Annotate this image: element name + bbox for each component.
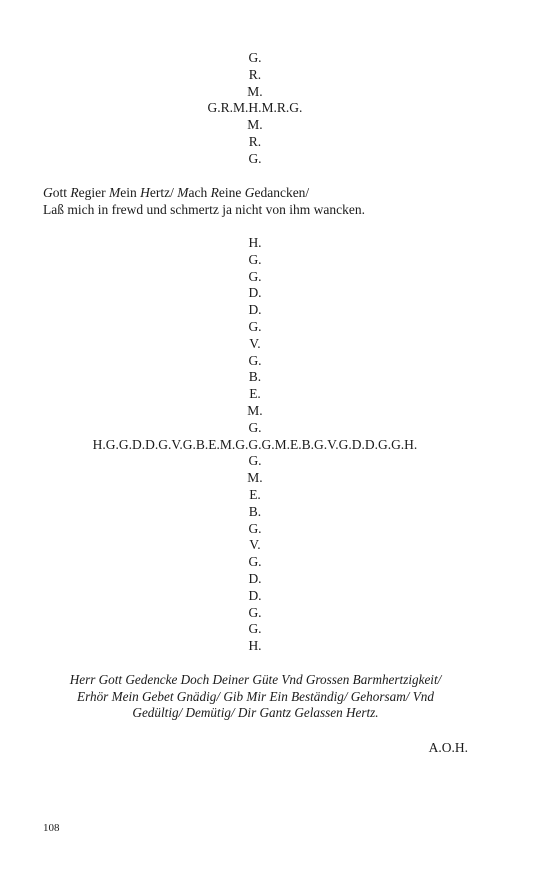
cross-2-line: V.	[249, 335, 261, 351]
cross-1-line: G.	[248, 150, 262, 166]
cross-2-line: D.	[248, 587, 262, 603]
verse-word: Regier	[70, 185, 109, 200]
cross-2-line: B.	[248, 503, 262, 519]
verse-line-2: Laß mich in frewd und schmertz ja nicht von ihm wancken.	[43, 202, 366, 217]
cross-2-line: G.	[248, 352, 262, 368]
prayer-line: Herr Gott Gedencke Doch Deiner Güte Vnd Grossen Barmhertzigkeit/	[69, 672, 442, 687]
verse-word: Reine	[210, 185, 245, 200]
prayer	[43, 672, 468, 722]
verse-word: Gedancken/	[244, 185, 310, 200]
verse-line-1	[43, 184, 473, 201]
cross-2-line: B.	[248, 369, 262, 385]
cross-2-line: G.	[248, 621, 262, 637]
cross-2-line: G.	[248, 268, 262, 284]
page-number: 108	[43, 822, 60, 834]
verse	[43, 184, 473, 218]
cross-2-line: E.	[249, 487, 261, 502]
cross-1-center-line: G.R.M.H.M.R.G.	[207, 100, 303, 116]
cross-2-line: G.	[248, 554, 262, 570]
cross-2-line: G.	[248, 251, 262, 267]
cross-1-line: M.	[247, 83, 263, 99]
cross-2-line: E.	[249, 386, 261, 402]
cross-2-line: G.	[248, 453, 262, 469]
cross-1-line: R.	[248, 134, 262, 149]
cross-2-line: G.	[248, 319, 262, 334]
verse-word: Hertz/	[140, 185, 178, 200]
cross-2-line: G.	[248, 419, 262, 435]
cross-2-line: G.	[248, 520, 262, 536]
cross-1-line: R.	[248, 66, 262, 82]
prayer-line: Erhör Mein Gebet Gnädig/ Gib Mir Ein Beständig/ Gehorsam/ Vnd	[77, 688, 434, 704]
cross-2-line: M.	[247, 403, 263, 418]
cross-2-line: D.	[248, 285, 262, 301]
verse-word: Mach	[177, 185, 211, 200]
signature: A.O.H.	[428, 740, 468, 755]
verse-word: Mein	[109, 185, 141, 200]
cross-2-line: G.	[248, 604, 262, 620]
cross-2-line: H.	[248, 235, 262, 250]
cross-2-line: D.	[248, 302, 262, 318]
cross-1-line: M.	[247, 117, 263, 133]
cross-2-center-line: H.G.G.D.D.G.V.G.B.E.M.G.G.G.M.E.B.G.V.G.D.D.G.G.H.	[92, 436, 418, 452]
cross-1-line: G.	[248, 50, 262, 65]
cross-2-line: M.	[247, 470, 263, 486]
verse-word: Gott	[43, 185, 71, 200]
prayer-line: Gedültig/ Demütig/ Dir Gantz Gelassen Hertz.	[132, 705, 379, 720]
cross-2-line: D.	[248, 571, 262, 586]
cross-2-line: H.	[248, 638, 262, 654]
cross-2-line: V.	[249, 537, 261, 553]
